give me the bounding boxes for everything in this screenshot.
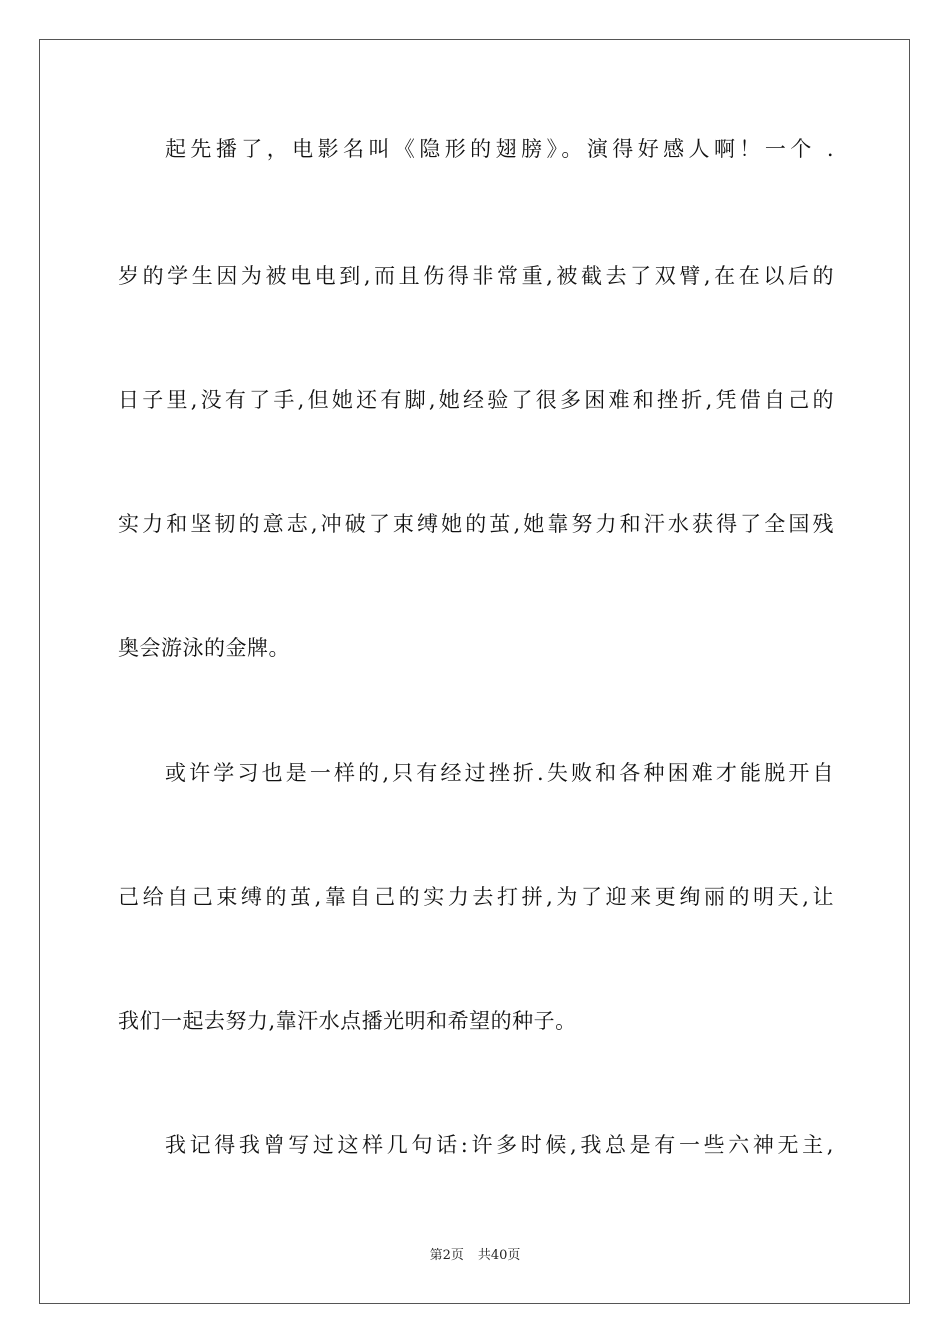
paragraph-2-line-3: 我们一起去努力,靠汗水点播光明和希望的种子。 [118, 1009, 577, 1033]
page-footer [0, 1247, 950, 1265]
paragraph-1-line-4: 实力和坚韧的意志,冲破了束缚她的茧,她靠努力和汗水获得了全国残 [118, 512, 834, 536]
total-pages: 共40页 [477, 1248, 521, 1263]
paragraph-1-line-2: 岁的学生因为被电电到,而且伤得非常重,被截去了双臂,在在以后的 [118, 264, 834, 288]
paragraph-1-line-1: 起先播了，电影名叫《隐形的翅膀》。演得好感人啊！一个 . [165, 137, 834, 161]
paragraph-1-line-5: 奥会游泳的金牌。 [118, 636, 290, 660]
page-number: 第2页 [429, 1248, 464, 1263]
paragraph-1-line-3: 日子里,没有了手,但她还有脚,她经验了很多困难和挫折,凭借自己的 [118, 388, 834, 412]
paragraph-2-line-1: 或许学习也是一样的,只有经过挫折.失败和各种困难才能脱开自 [165, 761, 834, 785]
paragraph-2-line-2: 己给自己束缚的茧,靠自己的实力去打拼,为了迎来更绚丽的明天,让 [118, 885, 834, 909]
page-border [39, 39, 910, 1304]
paragraph-3-line-1: 我记得我曾写过这样几句话:许多时候,我总是有一些六神无主, [165, 1133, 834, 1157]
